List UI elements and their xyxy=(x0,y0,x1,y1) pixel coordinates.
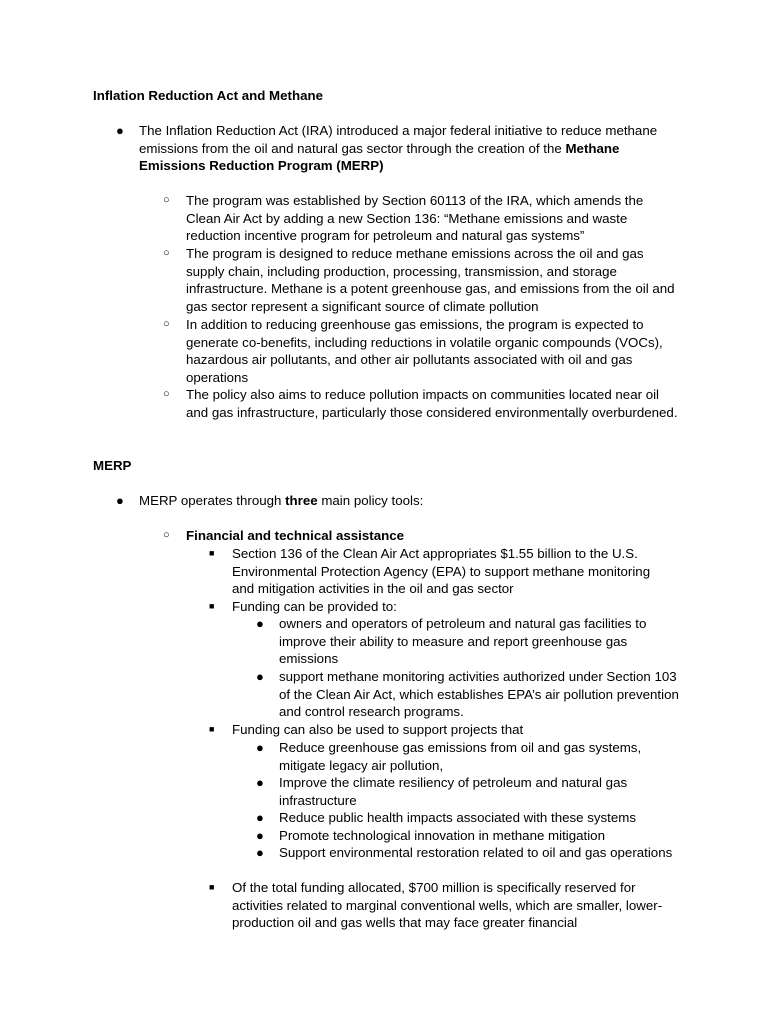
hollow-bullet-marker: ○ xyxy=(163,318,170,330)
square-item xyxy=(209,598,672,616)
hollow-bullet-marker: ○ xyxy=(163,247,170,259)
ira-subitem-text: In addition to reducing greenhouse gas emissions, the program is expected to generate co-benefits, including reductions in volatile organic compounds (VOCs), hazardous air pollutants, and other air pollutants associated with oil and gas operations xyxy=(186,317,663,385)
square-bullet-marker: ■ xyxy=(209,601,215,611)
merp-bullet xyxy=(116,492,679,510)
project-item xyxy=(256,739,679,774)
square-item xyxy=(209,879,672,932)
ira-subitem-text: The program was established by Section 60113 of the IRA, which amends the Clean Air Act by adding a new Section 136: “Methane emissions and waste reduction incentive program for petroleum and natural gas systems” xyxy=(186,193,644,244)
bullet-marker: ● xyxy=(256,669,264,684)
bullet-marker: ● xyxy=(256,810,264,825)
hollow-bullet-marker: ○ xyxy=(163,194,170,206)
bullet-marker: ● xyxy=(116,123,124,138)
bullet-marker: ● xyxy=(116,493,124,508)
ira-subitem-text: The program is designed to reduce methane emissions across the oil and gas supply chain, including production, processing, transmission, and storage infrastructure. Methane is a potent greenhouse gas, and emissions from the oil and gas sector represent a significant source of climate pollution xyxy=(186,246,675,314)
funding-recipient-item xyxy=(256,615,679,668)
square-bullet-marker: ■ xyxy=(209,882,215,892)
project-text: Promote technological innovation in methane mitigation xyxy=(279,828,605,843)
ira-bullet-text: The Inflation Reduction Act (IRA) introduced a major federal initiative to reduce methane emissions from the oil and natural gas sector through the creation of the xyxy=(139,123,658,156)
hollow-bullet-marker: ○ xyxy=(163,388,170,400)
project-item xyxy=(256,827,679,845)
project-text: Support environmental restoration related to oil and gas operations xyxy=(279,845,673,860)
bullet-marker: ● xyxy=(256,740,264,755)
section-heading-merp: MERP xyxy=(93,458,132,473)
square-bullet-marker: ■ xyxy=(209,724,215,734)
merp-bullet-text-after: main policy tools: xyxy=(317,493,424,508)
project-text: Improve the climate resiliency of petroleum and natural gas infrastructure xyxy=(279,775,628,808)
section-heading-ira: Inflation Reduction Act and Methane xyxy=(93,88,323,103)
square-item-text: Of the total funding allocated, $700 million is specifically reserved for activities related to marginal conventional wells, which are smaller, lower-production oil and gas wells that may face greater financial xyxy=(232,880,663,931)
bullet-marker: ● xyxy=(256,775,264,790)
project-item xyxy=(256,809,679,827)
project-text: Reduce public health impacts associated with these systems xyxy=(279,810,636,825)
ira-subitem xyxy=(163,386,681,421)
ira-subitem xyxy=(163,316,681,386)
bullet-marker: ● xyxy=(256,828,264,843)
funding-recipient-text: owners and operators of petroleum and natural gas facilities to improve their ability to measure and report greenhouse gas emissions xyxy=(279,616,647,667)
square-bullet-marker: ■ xyxy=(209,548,215,558)
funding-recipient-item xyxy=(256,668,679,721)
merp-bullet-text-before: MERP operates through xyxy=(139,493,286,508)
project-text: Reduce greenhouse gas emissions from oil and gas systems, mitigate legacy air pollution, xyxy=(279,740,642,773)
square-item-text: Funding can also be used to support projects that xyxy=(232,722,524,737)
ira-subitem xyxy=(163,192,681,245)
ira-subitem xyxy=(163,245,681,315)
merp-program-name: Methane Emissions Reduction Program (MERP) xyxy=(139,140,620,174)
project-item xyxy=(256,774,679,809)
square-item xyxy=(209,545,672,598)
square-item-text: Funding can be provided to: xyxy=(232,599,397,614)
tool-financial-assistance xyxy=(163,527,681,545)
merp-bullet-bold: three xyxy=(285,493,318,508)
bullet-marker: ● xyxy=(256,845,264,860)
bullet-marker: ● xyxy=(256,616,264,631)
ira-subitem-text: The policy also aims to reduce pollution impacts on communities located near oil and gas infrastructure, particularly those considered environmentally overburdened. xyxy=(186,387,678,420)
square-item xyxy=(209,721,672,739)
hollow-bullet-marker: ○ xyxy=(163,529,170,541)
tool-title: Financial and technical assistance xyxy=(186,528,405,543)
funding-recipient-text: support methane monitoring activities authorized under Section 103 of the Clean Air Act, which establishes EPA’s air pollution prevention and control research programs. xyxy=(279,669,679,720)
square-item-text: Section 136 of the Clean Air Act appropriates $1.55 billion to the U.S. Environmental Protection Agency (EPA) to support methane monitoring and mitigation activities in the oil and gas sector xyxy=(232,546,651,597)
project-item xyxy=(256,844,679,862)
ira-bullet xyxy=(116,122,679,175)
